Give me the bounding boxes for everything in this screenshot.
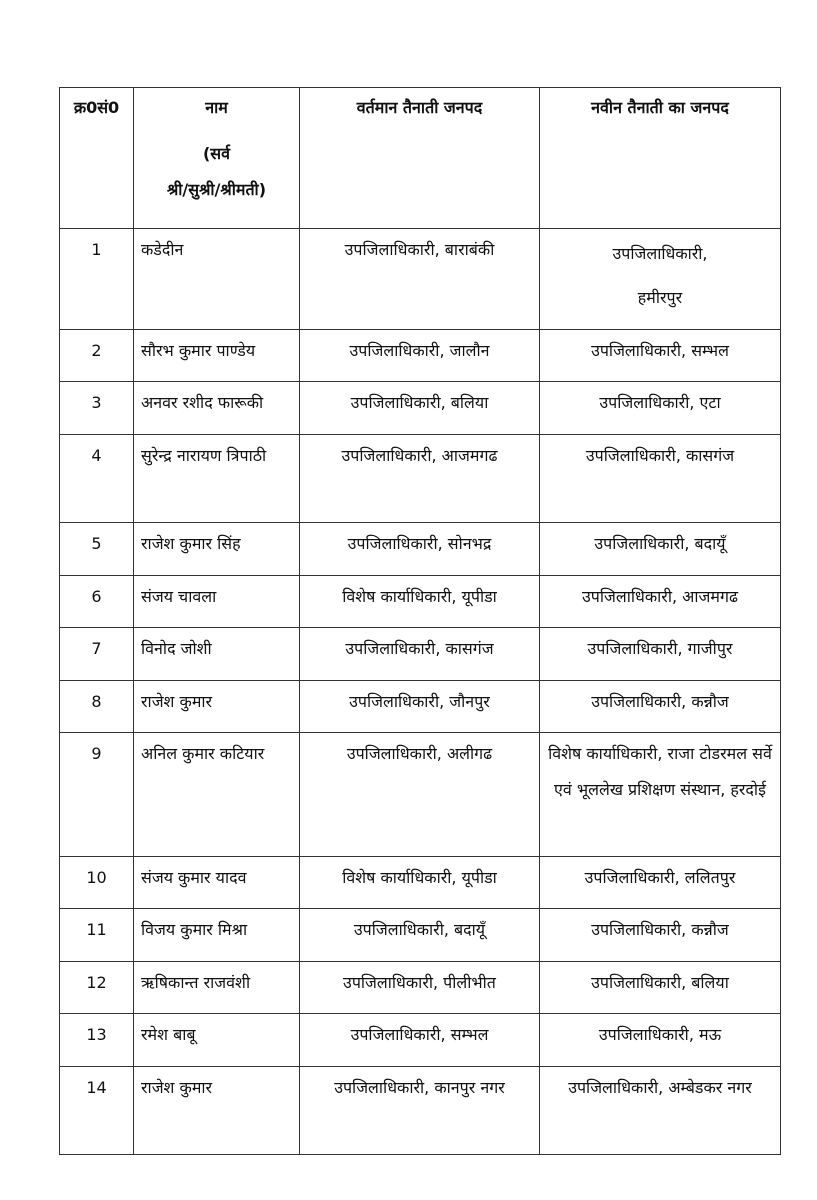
header-name-sub-2: श्री/सुश्री/श्रीमती)	[166, 180, 267, 199]
row-serial: 6	[60, 576, 134, 628]
row-current-posting: उपजिलाधिकारी, अलीगढ	[300, 733, 540, 857]
row-new-posting: उपजिलाधिकारी, मऊ	[540, 1014, 781, 1067]
row-new-posting: उपजिलाधिकारी, सम्भल	[540, 330, 781, 382]
table-row	[60, 733, 781, 857]
row-name: राजेश कुमार	[134, 1067, 300, 1155]
row-serial: 11	[60, 909, 134, 962]
row-new-posting: उपजिलाधिकारी, कन्नौज	[540, 909, 781, 962]
row-name: अनवर रशीद फारूकी	[134, 382, 300, 435]
row-serial: 7	[60, 628, 134, 681]
table-row	[60, 435, 781, 523]
row-serial: 9	[60, 733, 134, 857]
row-name: ऋषिकान्त राजवंशी	[134, 962, 300, 1014]
header-name-label: नाम	[205, 98, 228, 117]
row-new-posting-line-1: उपजिलाधिकारी,	[612, 244, 708, 263]
row-name: संजय कुमार यादव	[134, 857, 300, 909]
row-new-posting-line-2: हमीरपुर	[637, 288, 683, 307]
row-serial: 10	[60, 857, 134, 909]
header-name-sub-1: (सर्व	[202, 144, 231, 163]
row-serial: 5	[60, 523, 134, 576]
table-row	[60, 1067, 781, 1155]
row-serial: 13	[60, 1014, 134, 1067]
table-row	[60, 229, 781, 330]
row-new-posting: उपजिलाधिकारी, कासगंज	[540, 435, 781, 523]
row-name: संजय चावला	[134, 576, 300, 628]
table-row	[60, 628, 781, 681]
row-name: विजय कुमार मिश्रा	[134, 909, 300, 962]
row-current-posting: उपजिलाधिकारी, सम्भल	[300, 1014, 540, 1067]
row-name: राजेश कुमार	[134, 681, 300, 733]
row-new-posting: विशेष कार्याधिकारी, राजा टोडरमल सर्वे एवं भूललेख प्रशिक्षण संस्थान, हरदोई	[540, 733, 781, 857]
row-new-posting: उपजिलाधिकारी, आजमगढ	[540, 576, 781, 628]
row-current-posting: उपजिलाधिकारी, कासगंज	[300, 628, 540, 681]
row-new-posting: उपजिलाधिकारी, गाजीपुर	[540, 628, 781, 681]
row-current-posting: उपजिलाधिकारी, बलिया	[300, 382, 540, 435]
row-serial: 2	[60, 330, 134, 382]
row-new-posting	[540, 229, 781, 330]
table-header-row	[60, 88, 781, 229]
table-row	[60, 1014, 781, 1067]
row-name: कडेदीन	[134, 229, 300, 330]
header-name	[134, 88, 300, 229]
row-name: सुरेन्द्र नारायण त्रिपाठी	[134, 435, 300, 523]
table-row	[60, 857, 781, 909]
table-row	[60, 962, 781, 1014]
table-row	[60, 382, 781, 435]
table-row	[60, 523, 781, 576]
row-current-posting: उपजिलाधिकारी, बाराबंकी	[300, 229, 540, 330]
row-name: सौरभ कुमार पाण्डेय	[134, 330, 300, 382]
row-current-posting: विशेष कार्याधिकारी, यूपीडा	[300, 857, 540, 909]
row-name: विनोद जोशी	[134, 628, 300, 681]
header-current-posting: वर्तमान तैनाती जनपद	[300, 88, 540, 229]
row-new-posting: उपजिलाधिकारी, कन्नौज	[540, 681, 781, 733]
row-serial: 3	[60, 382, 134, 435]
table-row	[60, 576, 781, 628]
transfer-table	[59, 87, 781, 1155]
row-current-posting: विशेष कार्याधिकारी, यूपीडा	[300, 576, 540, 628]
row-current-posting: उपजिलाधिकारी, पीलीभीत	[300, 962, 540, 1014]
row-new-posting: उपजिलाधिकारी, अम्बेडकर नगर	[540, 1067, 781, 1155]
row-name: राजेश कुमार सिंह	[134, 523, 300, 576]
table-row	[60, 681, 781, 733]
row-current-posting: उपजिलाधिकारी, आजमगढ	[300, 435, 540, 523]
row-new-posting: उपजिलाधिकारी, एटा	[540, 382, 781, 435]
row-current-posting: उपजिलाधिकारी, कानपुर नगर	[300, 1067, 540, 1155]
row-current-posting: उपजिलाधिकारी, बदायूँ	[300, 909, 540, 962]
header-new-posting: नवीन तैनाती का जनपद	[540, 88, 781, 229]
row-new-posting: उपजिलाधिकारी, बलिया	[540, 962, 781, 1014]
table-row	[60, 330, 781, 382]
row-serial: 12	[60, 962, 134, 1014]
row-new-posting: उपजिलाधिकारी, बदायूँ	[540, 523, 781, 576]
row-current-posting: उपजिलाधिकारी, जालौन	[300, 330, 540, 382]
header-serial: क्र0सं0	[60, 88, 134, 229]
row-current-posting: उपजिलाधिकारी, सोनभद्र	[300, 523, 540, 576]
row-serial: 4	[60, 435, 134, 523]
row-serial: 1	[60, 229, 134, 330]
row-name: रमेश बाबू	[134, 1014, 300, 1067]
row-current-posting: उपजिलाधिकारी, जौनपुर	[300, 681, 540, 733]
row-serial: 8	[60, 681, 134, 733]
row-new-posting: उपजिलाधिकारी, ललितपुर	[540, 857, 781, 909]
table-row	[60, 909, 781, 962]
row-name: अनिल कुमार कटियार	[134, 733, 300, 857]
row-serial: 14	[60, 1067, 134, 1155]
